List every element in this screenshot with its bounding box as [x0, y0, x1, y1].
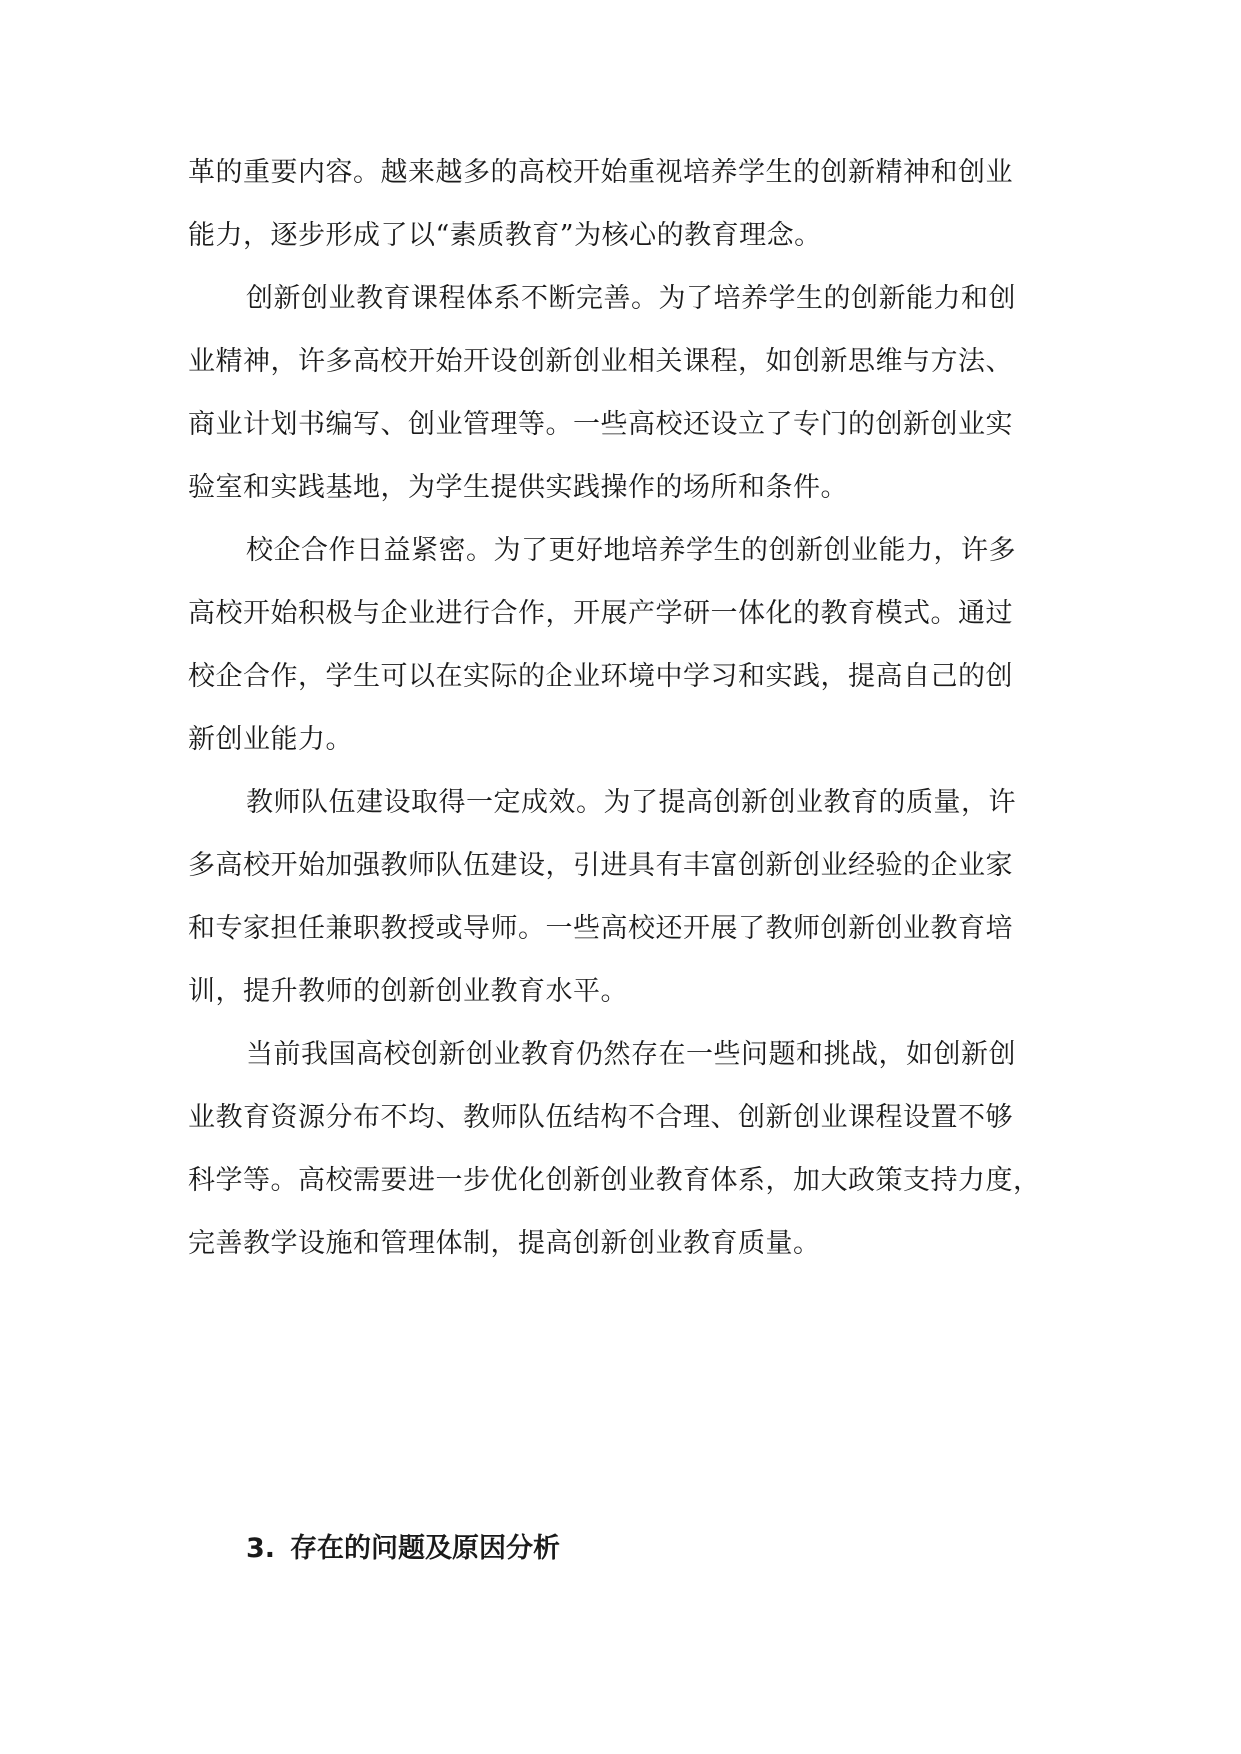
paragraph-first-line: 教师队伍建设取得一定成效。为了提高创新创业教育的质量，许 [246, 787, 1016, 818]
paragraph-line: 多高校开始加强教师队伍建设，引进具有丰富创新创业经验的企业家 [188, 850, 1013, 881]
paragraph-line: 新创业能力。 [188, 724, 353, 755]
paragraph-line: 验室和实践基地，为学生提供实践操作的场所和条件。 [188, 472, 848, 503]
paragraph-line: 商业计划书编写、创业管理等。一些高校还设立了专门的创新创业实 [188, 409, 1013, 440]
body-text [188, 141, 1068, 1275]
paragraph-line: 高校开始积极与企业进行合作，开展产学研一体化的教育模式。通过 [188, 598, 1013, 629]
paragraph-line: 和专家担任兼职教授或导师。一些高校还开展了教师创新创业教育培 [188, 913, 1013, 944]
paragraph-line: 业教育资源分布不均、教师队伍结构不合理、创新创业课程设置不够 [188, 1102, 1013, 1133]
paragraph-first-line: 校企合作日益紧密。为了更好地培养学生的创新创业能力，许多 [246, 535, 1016, 566]
section-number: 3. [246, 1533, 276, 1564]
section-heading [246, 1527, 560, 1571]
paragraph-line: 完善教学设施和管理体制，提高创新创业教育质量。 [188, 1228, 821, 1259]
paragraph-line: 革的重要内容。越来越多的高校开始重视培养学生的创新精神和创业 [188, 157, 1013, 188]
paragraph-line: 校企合作，学生可以在实际的企业环境中学习和实践，提高自己的创 [188, 661, 1013, 692]
paragraph-line: 科学等。高校需要进一步优化创新创业教育体系，加大政策支持力度， [188, 1165, 1041, 1196]
paragraph-line: 训，提升教师的创新创业教育水平。 [188, 976, 628, 1007]
paragraph-first-line: 创新创业教育课程体系不断完善。为了培养学生的创新能力和创 [246, 283, 1016, 314]
paragraph-first-line: 当前我国高校创新创业教育仍然存在一些问题和挑战，如创新创 [246, 1039, 1016, 1070]
paragraph-line: 业精神，许多高校开始开设创新创业相关课程，如创新思维与方法、 [188, 346, 1013, 377]
section-title: 存在的问题及原因分析 [290, 1533, 560, 1564]
paragraph-line: 能力，逐步形成了以“素质教育”为核心的教育理念。 [188, 220, 822, 251]
